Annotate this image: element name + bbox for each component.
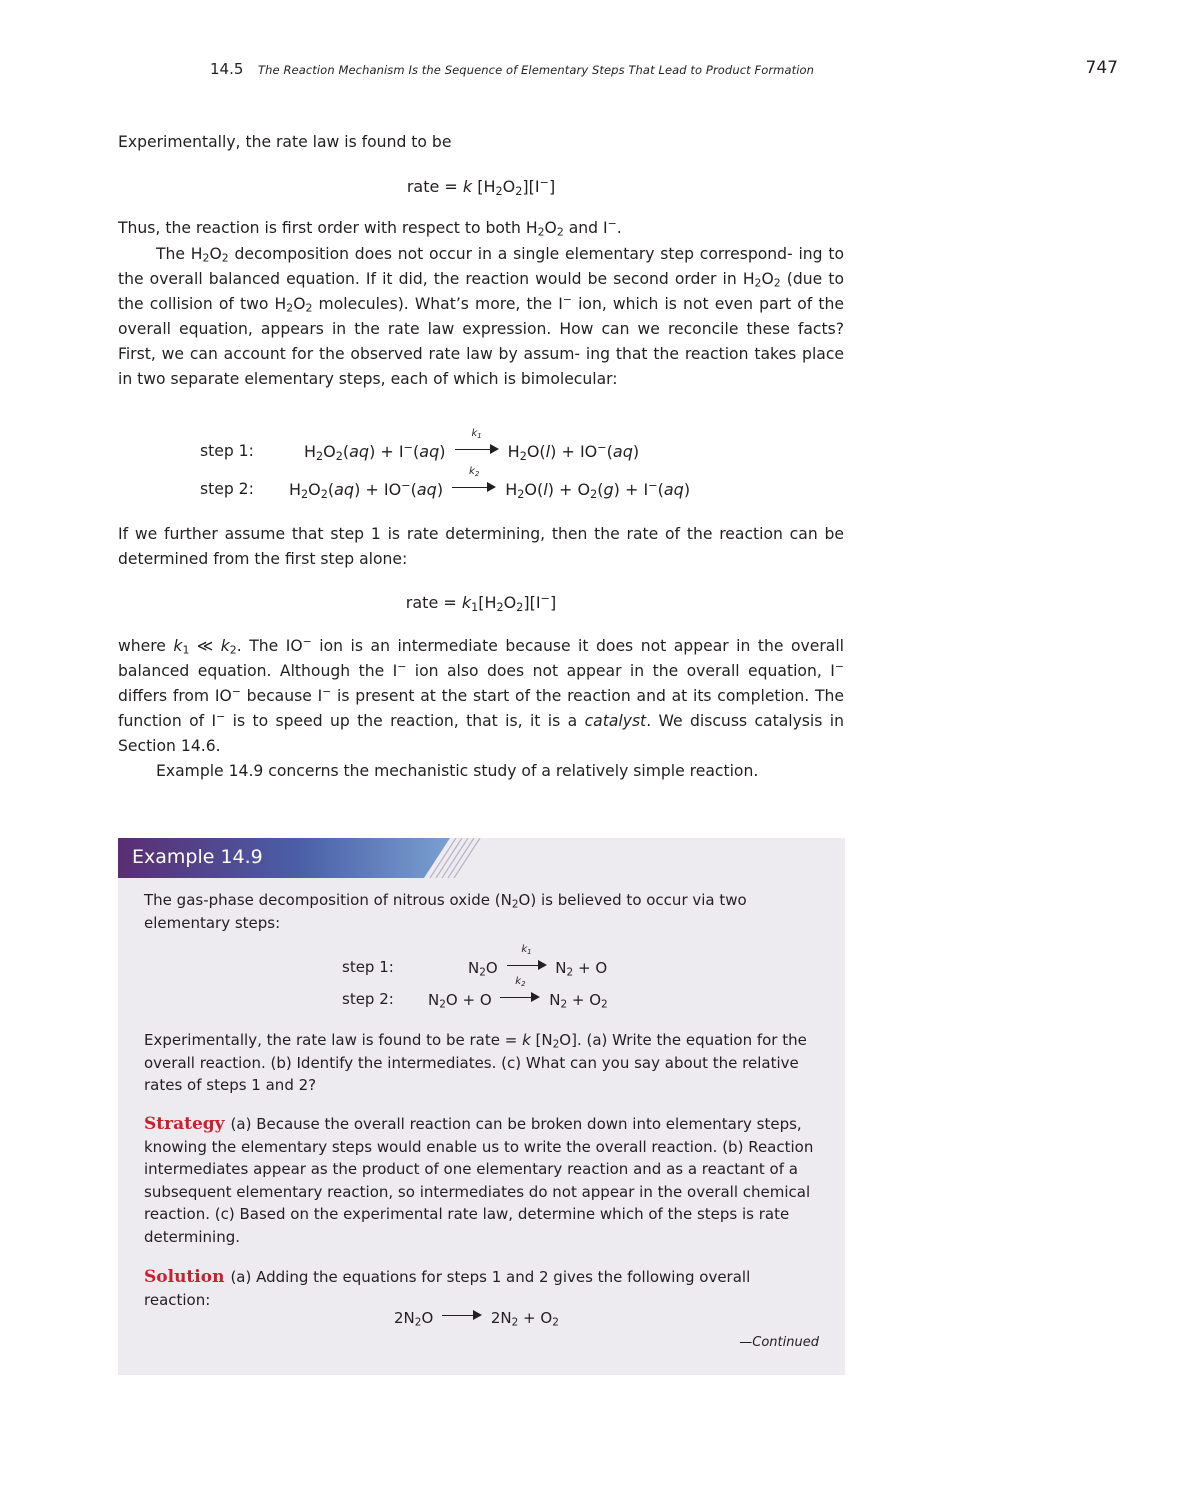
- reaction-arrow-icon: [452, 466, 496, 494]
- step-1-reactants: $H_2O_2(aq) + I^-(aq)$: [304, 440, 446, 463]
- section-number: 14.5: [210, 60, 244, 78]
- example-banner: [118, 838, 845, 878]
- solution-label: Solution: [144, 1267, 225, 1287]
- mechanism-step-2: [0, 466, 1200, 508]
- running-header-title: The Reaction Mechanism Is the Sequence of Elementary Steps That Lead to Product Formation: [258, 63, 815, 77]
- example-step-2-products: $N_2 + O_2$: [549, 991, 608, 1011]
- overall-reactants: $2N_2O$: [394, 1309, 434, 1329]
- example-step-1-reactants: $N_2O$: [468, 959, 498, 979]
- paragraph-intermediate: where $k_1$ ≪ $k_2$. The IO− ion is an intermediate because it does not appear in the overall balanced equation. Although the I− ion also does not appear in the overall equation, I− differs from IO− because I− is present at the start of the reaction and at its completion. The function of I− is to speed up the reaction, that is, it is a catalyst. We discuss catalysis in Section 14.6.: [118, 635, 845, 755]
- strategy-paragraph: [144, 1113, 820, 1249]
- reaction-arrow-icon: [500, 976, 540, 1004]
- paragraph-rate-determining: If we further assume that step 1 is rate determining, then the rate of the reaction can be determined from the first step alone:: [118, 525, 844, 568]
- example-step-1-products: $N_2 + O$: [555, 959, 608, 979]
- step-2-equation: [289, 466, 691, 501]
- example-rate-constant-k1: $k_1$: [521, 944, 532, 956]
- paragraph-intro: Experimentally, the rate law is found to be: [118, 133, 452, 151]
- example-step-2: [118, 976, 845, 1016]
- example-step-1: [118, 944, 845, 984]
- example-step-2-label: step 2:: [342, 990, 394, 1008]
- strategy-text: (a) Because the overall reaction can be broken down into elementary steps, knowing the elementary steps would enable us to write the overall reaction. (b) Reaction intermediates appear as the product of one elementary reaction and as a reactant of a subsequent elementary reaction, so intermediates do not appear in the overall chemical reaction. (c) Based on the experimental rate law, determine which of the steps is rate determining.: [144, 1115, 814, 1246]
- step-2-products: $H_2O(l) + O_2(g) + I^-(aq)$: [505, 478, 691, 501]
- solution-paragraph: [144, 1266, 820, 1311]
- rate-law-text: rate = k $[H_2O_2][I^-]$: [406, 175, 556, 198]
- paragraph-first-order: Thus, the reaction is first order with respect to both $H_2O_2$ and I−.: [118, 217, 622, 239]
- overall-reaction: [394, 1308, 559, 1327]
- step-1-equation: [304, 428, 640, 463]
- reaction-arrow-icon: [507, 944, 547, 972]
- step-1-products: $H_2O(l) + IO^-(aq)$: [507, 440, 640, 463]
- example-step-1-label: step 1:: [342, 958, 394, 976]
- example-rate-constant-k2: $k_2$: [515, 976, 526, 988]
- rate-constant-k2: $k_2$: [469, 466, 480, 478]
- example-question: Experimentally, the rate law is found to be rate = k $[N_2O]$. (a) Write the equation for the overall reaction. (b) Identify the intermediates. (c) What can you say about the relative rates of steps 1 and 2?: [144, 1031, 807, 1095]
- example-step-1-equation: [468, 944, 608, 979]
- strategy-label: Strategy: [144, 1114, 225, 1134]
- reaction-arrow-icon: [455, 428, 499, 456]
- step-2-label: step 2:: [200, 480, 254, 498]
- paragraph-example-intro: Example 14.9 concerns the mechanistic study of a relatively simple reaction.: [156, 762, 759, 780]
- rate-law-equation: [118, 174, 844, 199]
- rate-constant-k1: $k_1$: [471, 428, 482, 440]
- mechanism-step-1: [0, 428, 1200, 470]
- solution-text: (a) Adding the equations for steps 1 and 2 gives the following overall reaction:: [144, 1268, 751, 1309]
- step-1-label: step 1:: [200, 442, 254, 460]
- example-intro: The gas-phase decomposition of nitrous oxide $(N_2O)$ is believed to occur via two elementary steps:: [144, 891, 747, 932]
- example-step-2-reactants: $N_2O + O$: [428, 991, 492, 1011]
- overall-products: $2N_2 + O_2$: [490, 1309, 559, 1329]
- reaction-arrow-icon: [442, 1308, 482, 1322]
- example-step-2-equation: [428, 976, 608, 1011]
- rate-law-2-text: rate = $k_1[H_2O_2][I^-]$: [405, 591, 557, 614]
- example-box: [118, 838, 845, 1375]
- paragraph-mechanism: The $H_2O_2$ decomposition does not occur in a single elementary step correspond- ing to the overall balanced equation. If it did, the reaction would be second order in $H_2O_2$ (due to the collision of two $H_2O_2$ molecules). What’s more, the I− ion, which is not even part of the overall equation, appears in the rate law expression. How can we reconcile these facts? First, we can account for the observed rate law by assum- ing that the reaction takes place in two separate elementary steps, each of which is bimolecular:: [118, 245, 844, 388]
- example-title: Example 14.9: [132, 846, 263, 868]
- page-number: 747: [1085, 58, 1118, 78]
- step-2-reactants: $H_2O_2(aq) + IO^-(aq)$: [289, 478, 444, 501]
- continued-note: —Continued: [739, 1335, 819, 1350]
- rate-law-equation-2: [118, 590, 844, 615]
